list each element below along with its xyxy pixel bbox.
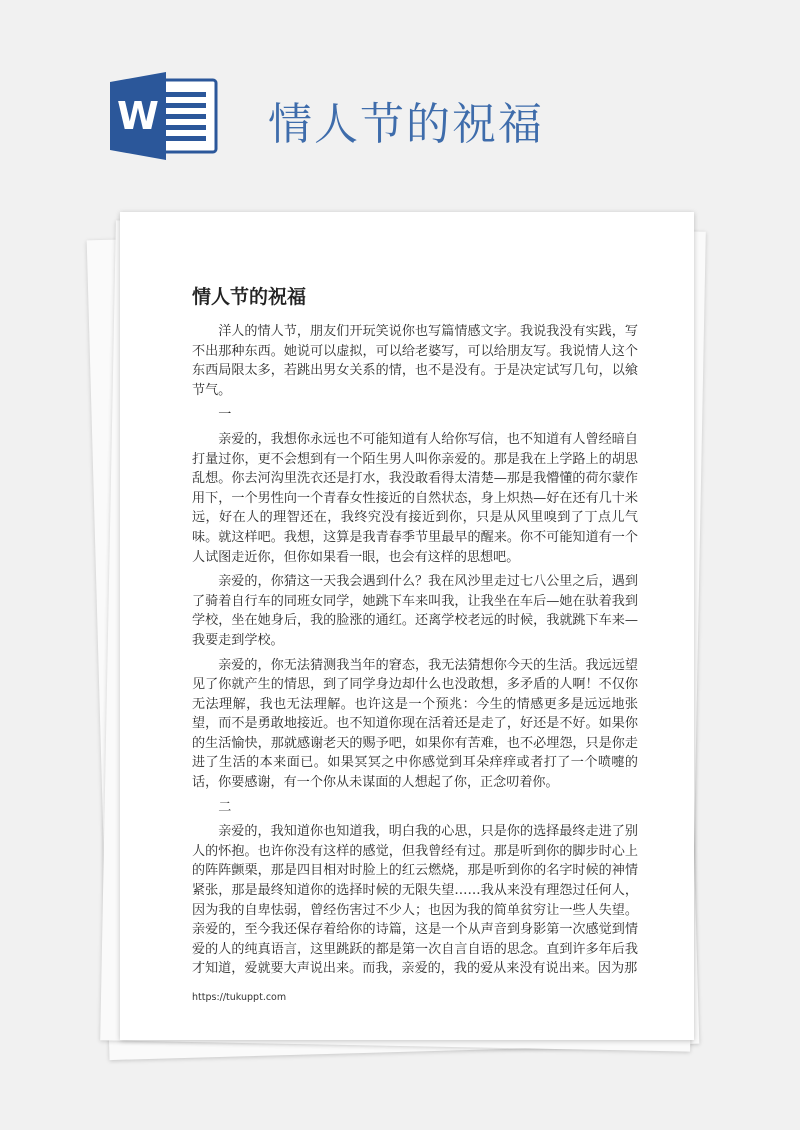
document-title: 情人节的祝福 bbox=[192, 286, 307, 308]
word-document-icon bbox=[110, 72, 220, 160]
header bbox=[0, 0, 800, 200]
paragraph: 亲爱的，你无法猜测我当年的窘态，我无法猜想你今天的生活。我远远望见了你就产生的情思，到了同学身边却什么也没敢想，多矛盾的人啊！不仅你无法理解，我也无法理解。也许这是一个预兆：今生的情感更多是远远地张望，而不是勇敢地接近。也不知道你现在活着还是走了，好还是不好。如果你的生活愉快，那就感谢老天的赐予吧，如果你有苦难，也不必埋怨，只是你走进了生活的本来面已。如果冥冥之中你感觉到耳朵痒痒或者打了一个喷嚏的话，你要感谢，有一个你从未谋面的人想起了你，正念叨着你。 bbox=[192, 657, 638, 791]
document-page bbox=[120, 212, 694, 1040]
section-marker: 二 bbox=[218, 799, 232, 815]
footer-url[interactable]: https://tukuppt.com bbox=[192, 992, 287, 1003]
section-marker: 一 bbox=[218, 407, 232, 423]
header-title: 情人节的祝福 bbox=[268, 99, 544, 150]
paragraph: 亲爱的，我想你永远也不可能知道有人给你写信，也不知道有人曾经暗自打量过你，更不会想到有一个陌生男人叫你亲爱的。那是我在上学路上的胡思乱想。你去河沟里洗衣还是打水，我没敢看得太清楚—那是我懵懂的荷尔蒙作用下，一个男性向一个青春女性接近的自然状态，身上炽热—好在还有几十米远，好在人的理智还在，我终究没有接近到你，只是从风里嗅到了丁点儿气味。就这样吧。我想，这算是我青春季节里最早的醒来。你不可能知道有一个人试图走近你，但你如果看一眼，也会有这样的思想吧。 bbox=[192, 431, 638, 565]
paragraph: 亲爱的，你猜这一天我会遇到什么？我在风沙里走过七八公里之后，遇到了骑着自行车的同班女同学，她跳下车来叫我，让我坐在车后—她在驮着我到学校，坐在她身后，我的脸涨的通红。还离学校老远的时候，我就跳下车来—我要走到学校。 bbox=[192, 574, 638, 648]
logo-letter: W bbox=[117, 94, 159, 138]
document-body bbox=[192, 322, 638, 984]
paragraph: 亲爱的，我知道你也知道我，明白我的心思，只是你的选择最终走进了别人的怀抱。也许你没有这样的感觉，但我曾经有过。那是听到你的脚步时心上的阵阵颤栗，那是四目相对时脸上的红云燃烧，那是听到你的名字时候的神情紧张，那是最终知道你的选择时候的无限失望……我从来没有理怨过任何人，因为我的自卑怯弱，曾经伤害过不少人；也因为我的简单贫穷让一些人失望。亲爱的，至今我还保存着给你的诗篇，这是一个从声音到身影第一次感觉到情爱的人的纯真语言，这里跳跃的都是第一次自言自语的思念。直到许多年后我才知道，爱就要大声说出来。而我，亲爱的，我的爱从来没有说出来。因为那 bbox=[192, 824, 638, 977]
paragraph: 洋人的情人节，朋友们开玩笑说你也写篇情感文字。我说我没有实践，写不出那种东西。她说可以虚拟，可以给老婆写，可以给朋友写。我说情人这个东西局限太多，若跳出男女关系的情，也不是没有。于是决定试写几句，以飨节气。 bbox=[192, 324, 638, 398]
